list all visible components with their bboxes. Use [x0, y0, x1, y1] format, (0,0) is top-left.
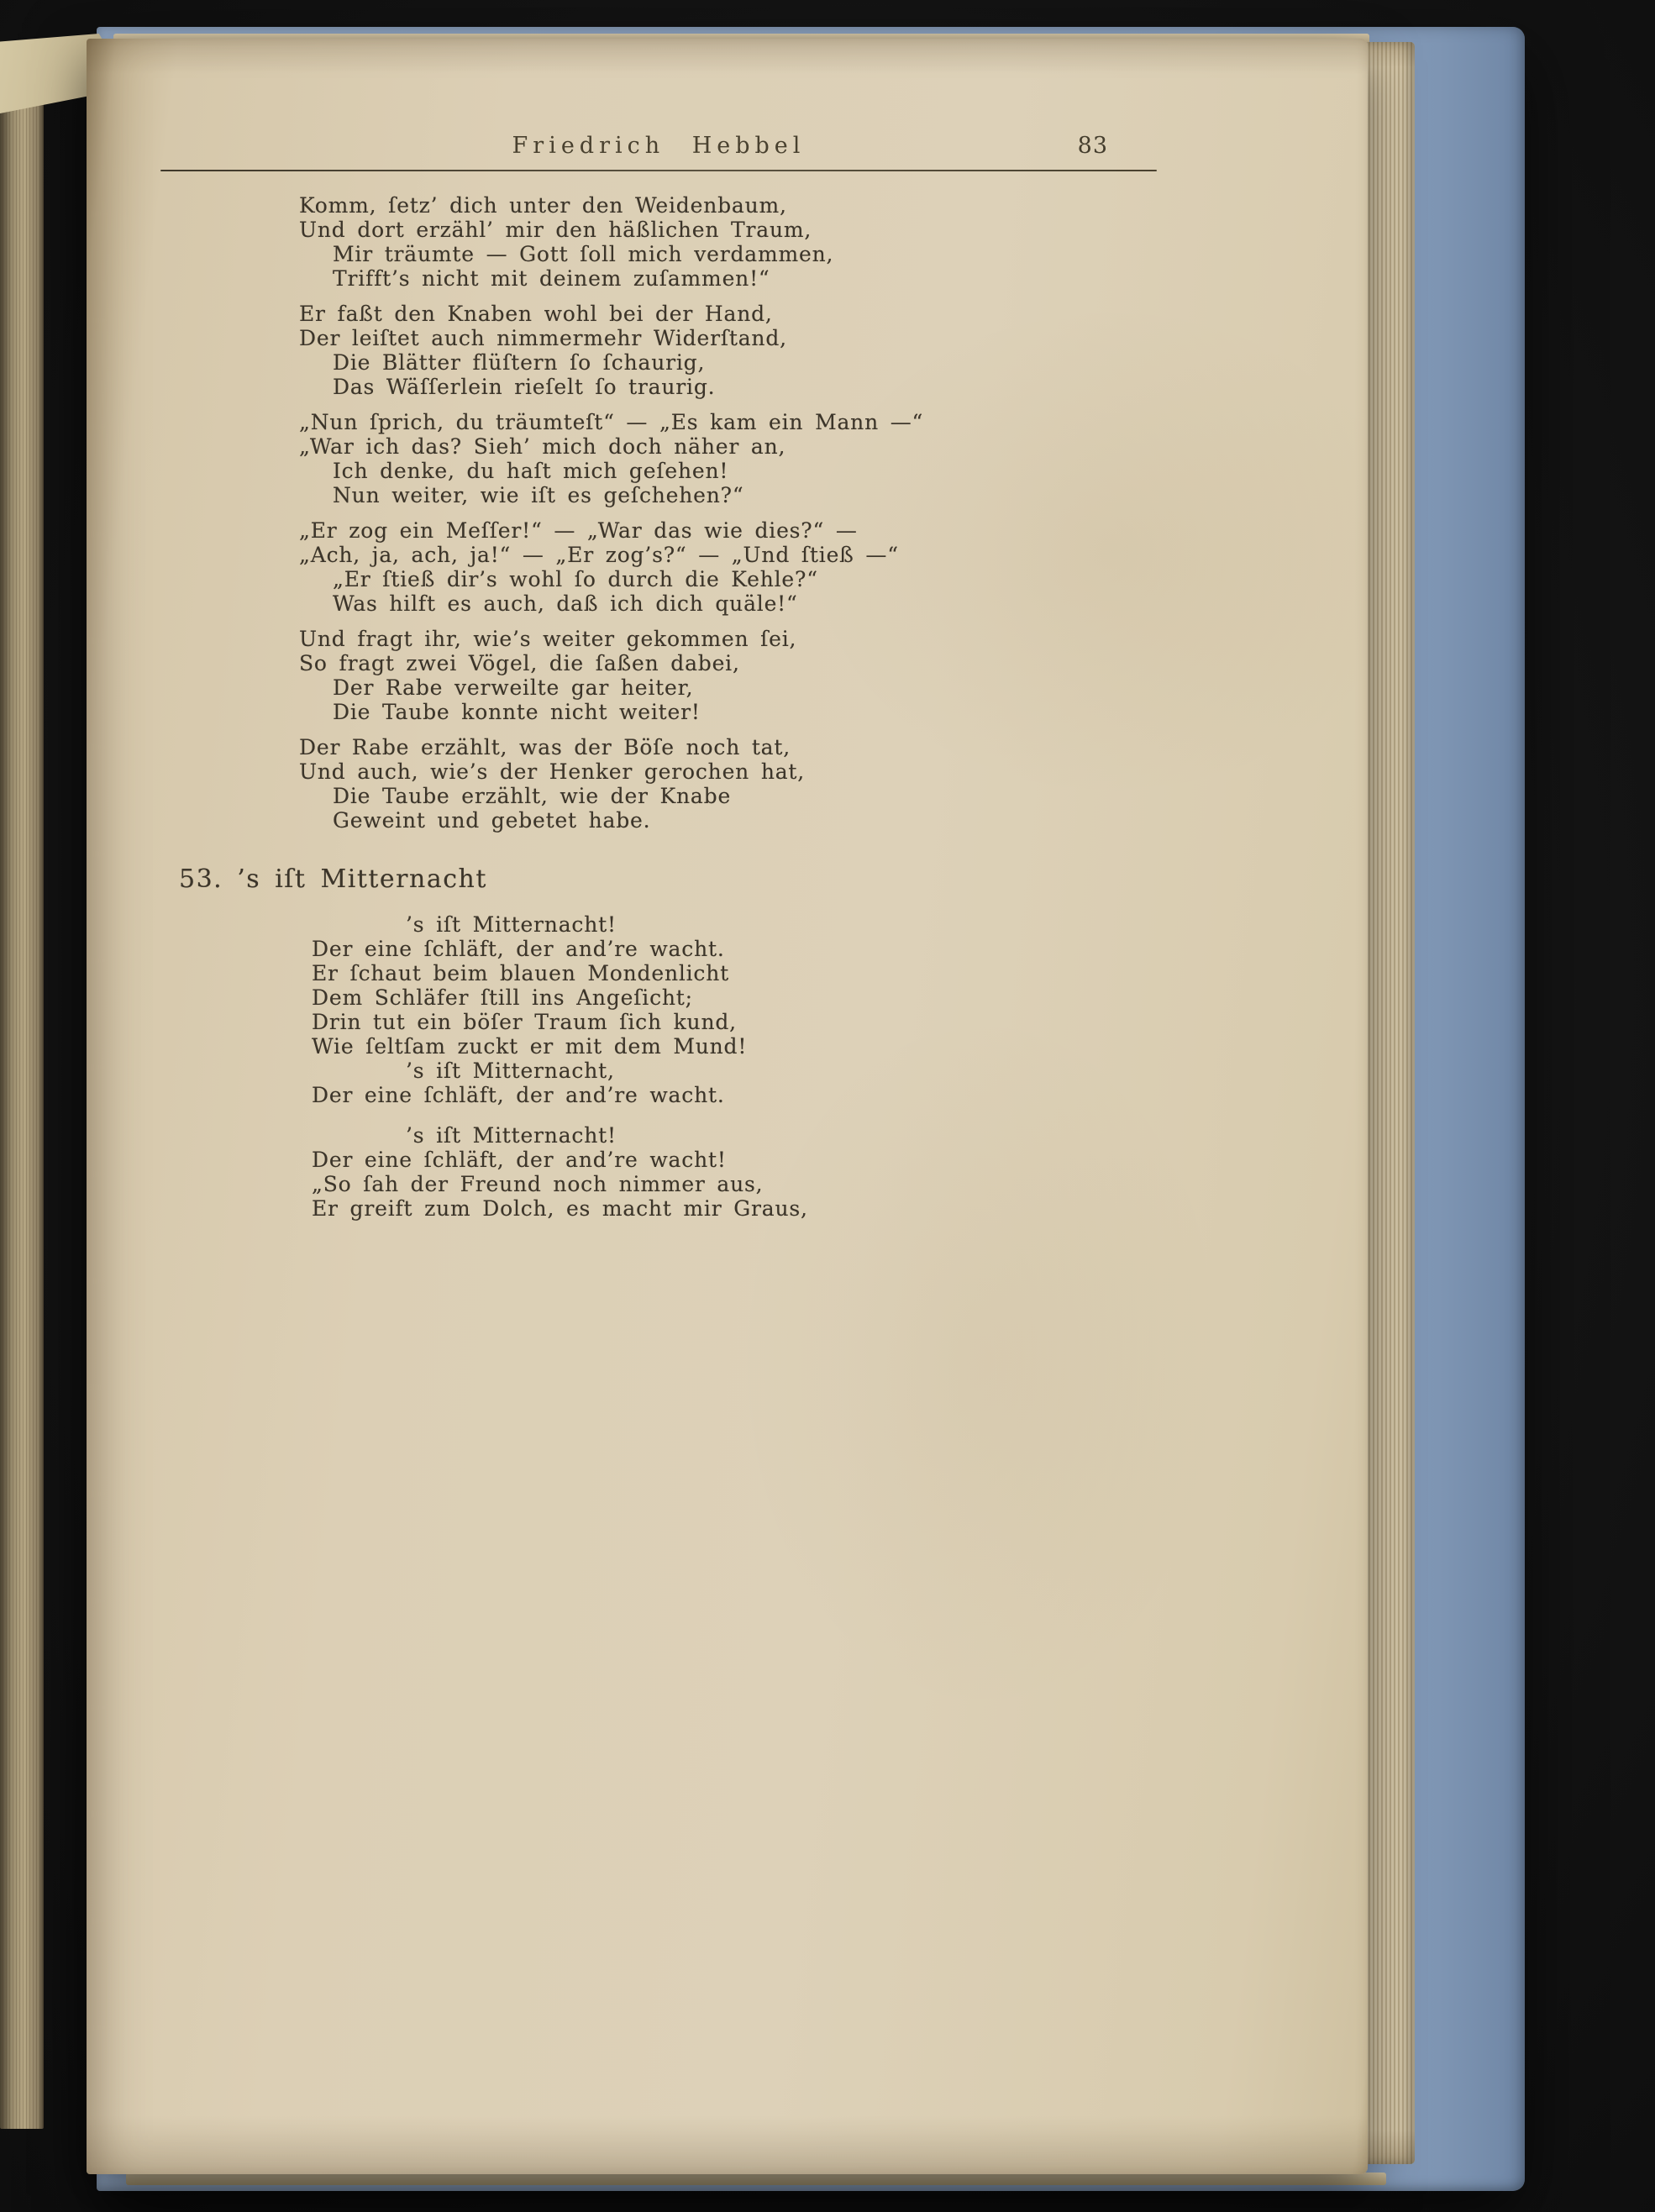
- bottom-page-edge-stack: [126, 2173, 1386, 2185]
- poem-line: Geweint und gebetet habe.: [333, 808, 651, 833]
- poem-line: Die Taube erzählt, wie der Knabe: [333, 784, 732, 808]
- poem-line: „War ich das? Sieh’ mich doch näher an,: [299, 434, 786, 459]
- poem-line: Nun weiter, wie iſt es geſchehen?“: [333, 483, 744, 507]
- poem-line: „Nun ſprich, du träumteſt“ — „Es kam ein Mann —“: [299, 410, 924, 434]
- poem-line: Der eine ſchläft, der and’re wacht.: [312, 1083, 725, 1107]
- poem-line: „Er ſtieß dir’s wohl ſo durch die Kehle?“: [333, 567, 818, 591]
- poem-line: Er greift zum Dolch, es macht mir Graus,: [312, 1196, 808, 1221]
- poem-line: ’s iſt Mitternacht,: [406, 1059, 615, 1083]
- poem-line: Trifft’s nicht mit deinem zuſammen!“: [333, 266, 770, 291]
- poem-line: Und dort erzähl’ mir den häßlichen Traum,: [299, 218, 812, 242]
- poem-line: ’s iſt Mitternacht!: [406, 912, 617, 937]
- poem-line: Drin tut ein böſer Traum ſich kund,: [312, 1010, 737, 1034]
- poem-line: Die Taube konnte nicht weiter!: [333, 700, 701, 724]
- stanza: [299, 627, 1157, 724]
- poem-line: Das Wäſſerlein rieſelt ſo traurig.: [333, 375, 716, 399]
- running-header: [160, 133, 1157, 165]
- poem-line: Der leiſtet auch nimmermehr Widerſtand,: [299, 326, 787, 350]
- page-content: [160, 133, 1157, 1237]
- poem-mitternacht: [312, 912, 1157, 1221]
- poem-line: „So ſah der Freund noch nimmer aus,: [312, 1172, 764, 1196]
- poem-ballad: [299, 193, 1157, 833]
- poem-line: Er ſchaut beim blauen Mondenlicht: [312, 961, 729, 985]
- poem-line: „Er zog ein Meſſer!“ — „War das wie dies?“ —: [299, 518, 858, 543]
- book-page: [87, 39, 1368, 2174]
- poem-line: Mir träumte — Gott ſoll mich verdammen,: [333, 242, 834, 266]
- stanza: [299, 735, 1157, 833]
- poem-line: Dem Schläfer ſtill ins Angeſicht;: [312, 985, 693, 1010]
- stanza: [299, 410, 1157, 507]
- poem-line: ’s iſt Mitternacht!: [406, 1123, 617, 1148]
- stanza: [299, 193, 1157, 291]
- poem-line: Ich denke, du haſt mich geſehen!: [333, 459, 729, 483]
- poem-line: Der eine ſchläft, der and’re wacht!: [312, 1148, 727, 1172]
- poem-line: So fragt zwei Vögel, die ſaßen dabei,: [299, 651, 740, 675]
- poem-line: Der Rabe erzählt, was der Böſe noch tat,: [299, 735, 791, 759]
- header-rule: [160, 170, 1157, 171]
- header-title: Friedrich Hebbel: [512, 133, 806, 159]
- poem-line: „Ach, ja, ach, ja!“ — „Er zog’s?“ — „Und ſtieß —“: [299, 543, 899, 567]
- stanza: [312, 1123, 1157, 1221]
- stanza: [312, 912, 1157, 1107]
- poem-line: Der eine ſchläft, der and’re wacht.: [312, 937, 725, 961]
- stanza: [299, 518, 1157, 616]
- poem-line: Und fragt ihr, wie’s weiter gekommen ſei,: [299, 627, 797, 651]
- poem-line: Was hilft es auch, daß ich dich quäle!“: [333, 591, 798, 616]
- left-page-edges: [0, 54, 44, 2129]
- page-number: 83: [1077, 133, 1108, 159]
- poem-line: Er faßt den Knaben wohl bei der Hand,: [299, 302, 773, 326]
- poem-line: Komm, ſetz’ dich unter den Weidenbaum,: [299, 193, 787, 218]
- fore-edge-page-stack: [1366, 42, 1415, 2164]
- poem-heading: 53. ’s iſt Mitternacht: [179, 864, 487, 894]
- poem-line: Die Blätter flüſtern ſo ſchaurig,: [333, 350, 706, 375]
- poem-line: Und auch, wie’s der Henker gerochen hat,: [299, 759, 806, 784]
- stanza: [299, 302, 1157, 399]
- poem-line: Wie ſeltſam zuckt er mit dem Mund!: [312, 1034, 748, 1059]
- poem-line: Der Rabe verweilte gar heiter,: [333, 675, 694, 700]
